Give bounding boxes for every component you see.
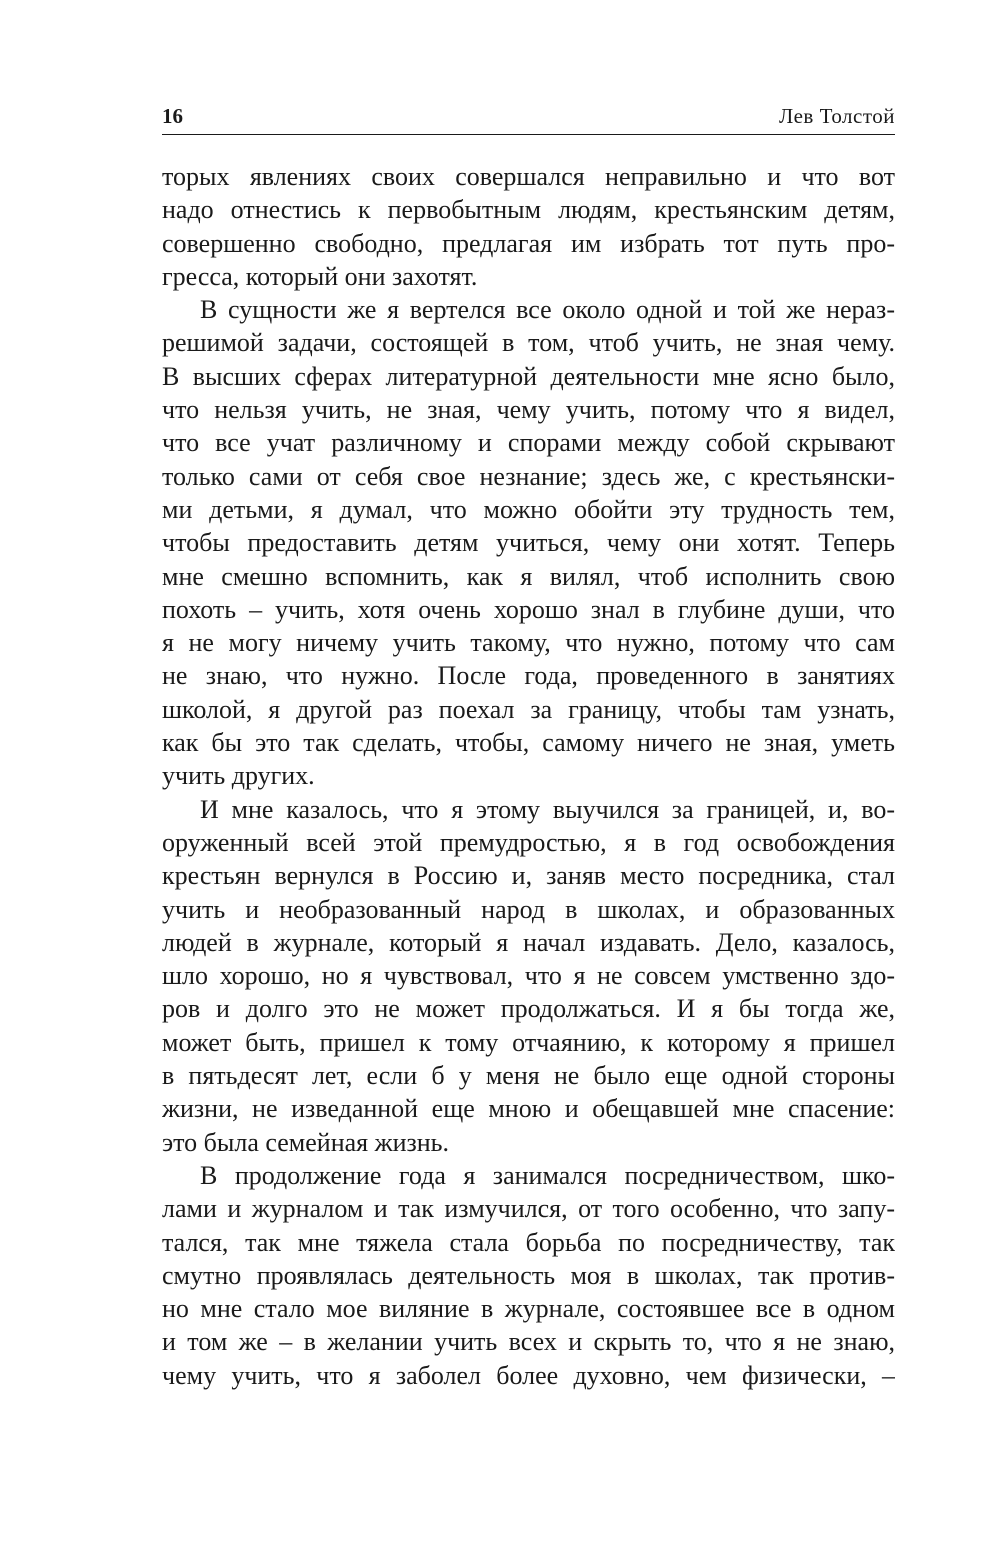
text-line: жизни, не изведанной еще мною и обещавшей мне спасение: bbox=[162, 1094, 895, 1124]
text-line: торых явлениях своих совершался неправильно и что вот bbox=[162, 162, 895, 191]
text-line: я не могу ничему учить такому, что нужно, потому что сам bbox=[162, 628, 895, 658]
text-line: учить и необразованный народ в школах, и образованных bbox=[162, 894, 895, 924]
text-line: гресса, который они захотят. bbox=[162, 261, 478, 291]
text-line: В высших сферах литературной деятельности мне ясно было, bbox=[162, 361, 895, 391]
text-line: крестьян вернулся в Россию и, заняв место посредника, стал bbox=[162, 861, 895, 891]
text-line: шло хорошо, но я чувствовал, что я не совсем умственно здо- bbox=[162, 961, 895, 991]
text-line: в пятьдесят лет, если б у меня не было еще одной стороны bbox=[162, 1061, 895, 1091]
text-line: но мне стало мое виляние в журнале, состоявшее все в одном bbox=[162, 1294, 895, 1324]
text-line: похоть – учить, хотя очень хорошо знал в глубине души, что bbox=[162, 594, 895, 624]
text-line: надо отнестись к первобытным людям, крестьянским детям, bbox=[162, 195, 895, 225]
text-line: оруженный всей этой премудростью, я в год освобождения bbox=[162, 827, 895, 857]
text-line: лами и журналом и так измучился, от того особенно, что запу- bbox=[162, 1194, 895, 1224]
text-line: как бы это так сделать, чтобы, самому ничего не зная, уметь bbox=[162, 728, 895, 758]
text-line: школой, я другой раз поехал за границу, чтобы там узнать, bbox=[162, 694, 895, 724]
text-line: мне смешно вспомнить, как я вилял, чтоб исполнить свою bbox=[162, 561, 895, 591]
body-text bbox=[162, 160, 895, 1392]
text-line: и том же – в желании учить всех и скрыть то, что я не знаю, bbox=[162, 1327, 895, 1357]
text-line: И мне казалось, что я этому выучился за границей, и, во- bbox=[200, 794, 895, 824]
running-title: Лев Толстой bbox=[779, 104, 895, 128]
text-line: что все учат различному и спорами между собой скрывают bbox=[162, 428, 895, 458]
text-line: ми детьми, я думал, что можно обойти эту трудность тем, bbox=[162, 494, 895, 524]
text-line: В продолжение года я занимался посредничеством, шко- bbox=[200, 1160, 895, 1190]
text-line: ров и долго это не может продолжаться. И я бы тогда же, bbox=[162, 994, 895, 1024]
text-line: может быть, пришел к тому отчаянию, к которому я пришел bbox=[162, 1027, 895, 1057]
text-line: совершенно свободно, предлагая им избрать тот путь про- bbox=[162, 228, 895, 258]
running-head bbox=[162, 100, 895, 132]
text-line: не знаю, что нужно. После года, проведенного в занятиях bbox=[162, 661, 895, 691]
text-line: тался, так мне тяжела стала борьба по посредничеству, так bbox=[162, 1227, 895, 1257]
text-line: что нельзя учить, не зная, чему учить, потому что я видел, bbox=[162, 395, 895, 425]
text-line: чтобы предоставить детям учиться, чему они хотят. Теперь bbox=[162, 528, 895, 558]
text-line: решимой задачи, состоящей в том, чтоб учить, не зная чему. bbox=[162, 328, 895, 358]
header-rule bbox=[162, 134, 895, 135]
text-line: это была семейная жизнь. bbox=[162, 1127, 450, 1157]
text-line: В сущности же я вертелся все около одной и той же нераз- bbox=[200, 295, 895, 325]
text-line: чему учить, что я заболел более духовно, чем физически, – bbox=[162, 1360, 895, 1390]
text-line: учить других. bbox=[162, 761, 315, 791]
text-line: смутно проявлялась деятельность моя в школах, так против- bbox=[162, 1260, 895, 1290]
text-line: только сами от себя свое незнание; здесь же, с крестьянски- bbox=[162, 461, 895, 491]
page-number: 16 bbox=[162, 104, 183, 128]
text-line: людей в журнале, который я начал издавать. Дело, казалось, bbox=[162, 927, 895, 957]
